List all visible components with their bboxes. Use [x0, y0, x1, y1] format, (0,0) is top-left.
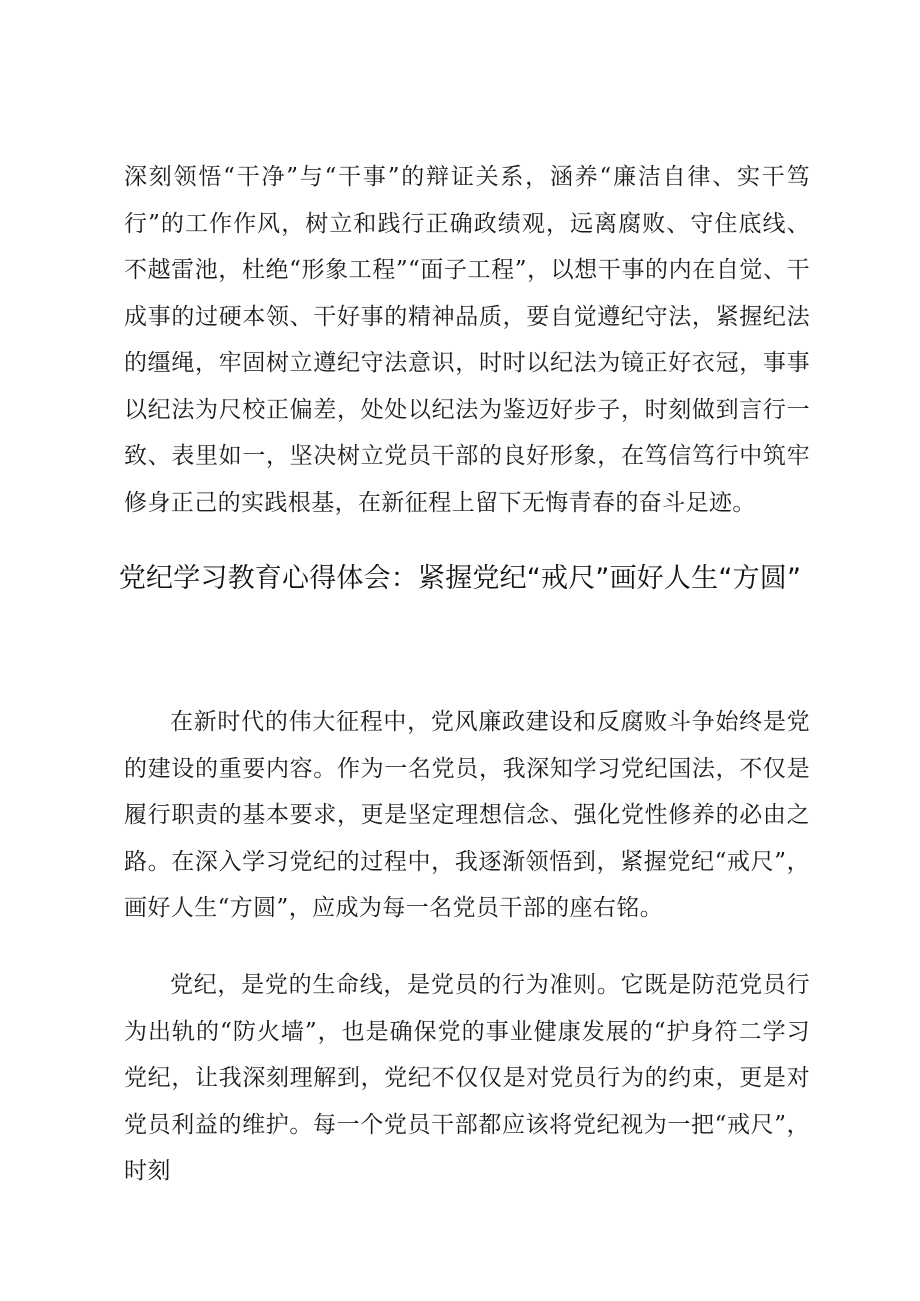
- body-paragraph-2: 在新时代的伟大征程中，党风廉政建设和反腐败斗争始终是党的建设的重要内容。作为一名党员，我深知学习党纪国法，不仅是履行职责的基本要求，更是坚定理想信念、强化党性修养的必由之路。在深入学习党纪的过程中，我逐渐领悟到，紧握党纪“戒尺”，画好人生“方圆”，应成为每一名党员干部的座右铭。: [124, 709, 810, 921]
- section-title: 党纪学习教育心得体会：紧握党纪“戒尺”画好人生“方圆”: [118, 563, 802, 594]
- body-paragraph-1: 深刻领悟“干净”与“干事”的辩证关系，涵养“廉洁自律、实干笃行”的工作作风，树立和践行正确政绩观，远离腐败、守住底线、不越雷池，杜绝“形象工程”“面子工程”，以想干事的内在自觉、干成事的过硬本领、干好事的精神品质，要自觉遵纪守法，紧握纪法的缰绳，牢固树立遵纪守法意识，时时以纪法为镜正好衣冠，事事以纪法为尺校正偏差，处处以纪法为鉴迈好步子，时刻做到言行一致、表里如一，坚决树立党员干部的良好形象，在笃信笃行中筑牢修身正己的实践根基，在新征程上留下无悔青春的奋斗足迹。: [124, 164, 810, 516]
- body-paragraph-3: 党纪，是党的生命线，是党员的行为准则。它既是防范党员行为出轨的“防火墙”，也是确保党的事业健康发展的“护身符二学习党纪，让我深刻理解到，党纪不仅仅是对党员行为的约束，更是对党员利益的维护。每一个党员干部都应该将党纪视为一把“戒尺”，时刻: [124, 972, 810, 1184]
